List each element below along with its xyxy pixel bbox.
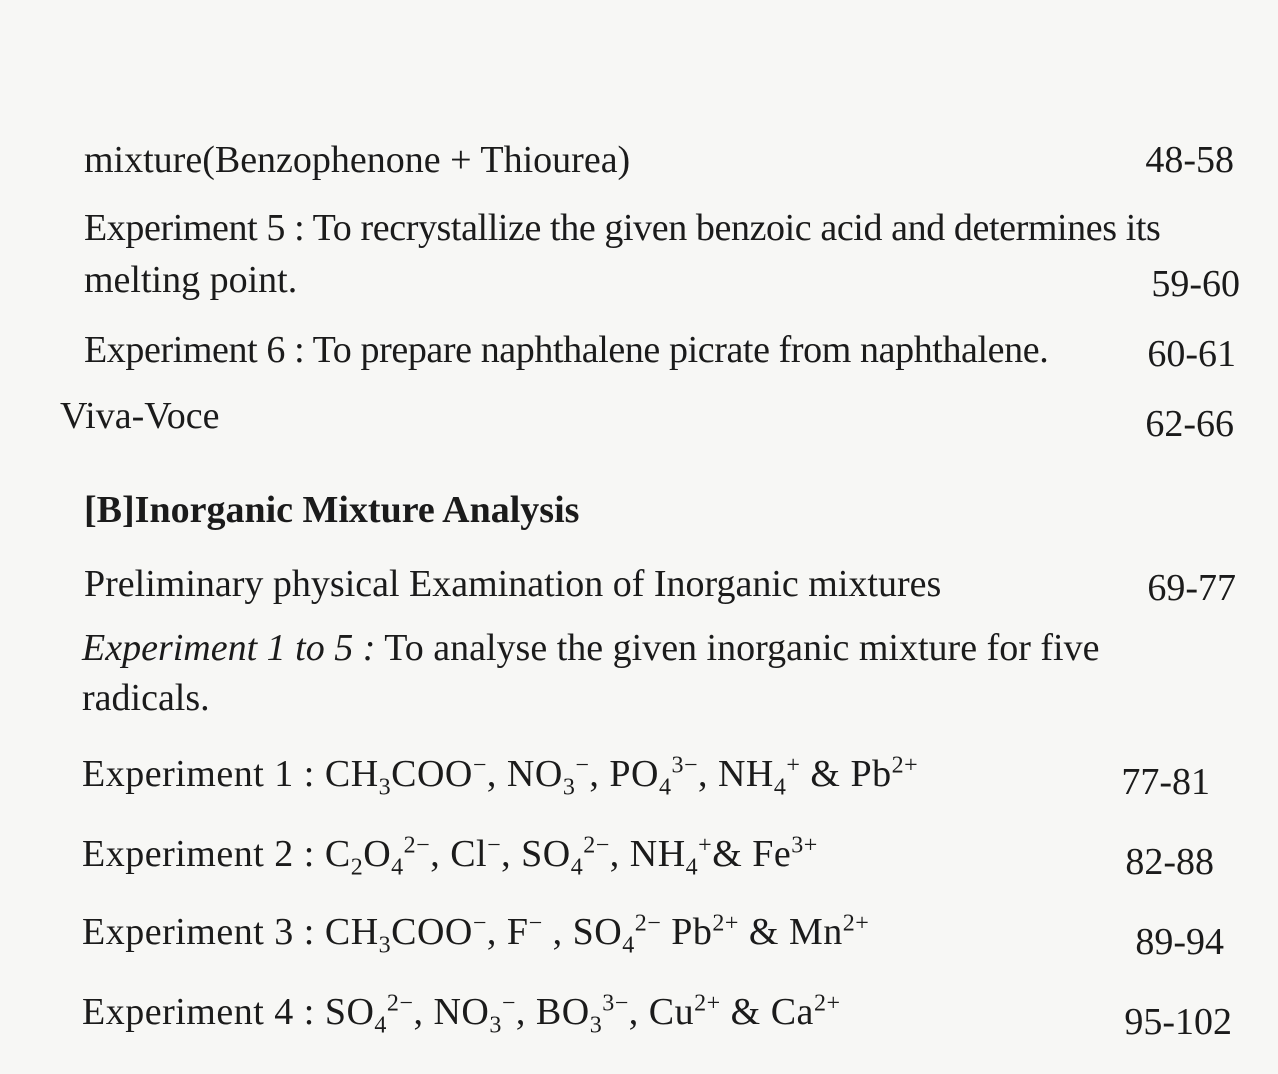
toc-entry-experiment-5 xyxy=(84,206,1240,250)
ion-charge: 2+ xyxy=(712,910,739,937)
toc-page-range: 77-81 xyxy=(1121,761,1210,803)
ion-text: O xyxy=(363,833,392,875)
ion-charge: − xyxy=(472,752,487,779)
ion-text: Pb xyxy=(661,911,713,953)
ion-charge: 2− xyxy=(634,910,662,937)
ion-text: & Fe xyxy=(712,833,792,875)
ion-text: , F xyxy=(486,911,529,953)
toc-page-range: 60-61 xyxy=(1147,333,1236,375)
toc-page-range: 69-77 xyxy=(1147,567,1236,609)
toc-entry-text: Experiment 6 : To prepare naphthalene picrate from naphthalene. xyxy=(84,329,1049,371)
ion-charge: 2− xyxy=(386,990,414,1017)
section-heading: [B]Inorganic Mixture Analysis xyxy=(84,489,580,531)
ion-text: , PO xyxy=(589,753,659,795)
toc-entry-label: Experiment 1 : xyxy=(82,753,315,795)
ion-text: , Cu xyxy=(628,991,695,1033)
toc-entry-text: To analyse the given inorganic mixture for five xyxy=(384,627,1100,669)
toc-entry-inorganic-experiment-4 xyxy=(82,990,841,1039)
toc-page-range: 62-66 xyxy=(1145,403,1234,445)
ion-charge: 2+ xyxy=(813,990,841,1017)
ion-text: , NO xyxy=(486,753,563,795)
ion-charge: + xyxy=(786,752,801,779)
toc-entry-label: Experiment 1 to 5 : xyxy=(82,627,376,669)
ion-charge: 3− xyxy=(602,990,629,1017)
toc-entry-label: Experiment 3 : xyxy=(82,911,315,953)
toc-entry-text: Experiment 5 : To recrystallize the given benzoic acid and determines its xyxy=(84,207,1161,249)
ion-text: , BO xyxy=(515,991,590,1033)
ion-text: & Mn xyxy=(738,911,843,953)
ion-subscript: 3 xyxy=(562,774,576,801)
ion-subscript: 4 xyxy=(622,932,635,959)
ion-charge: 2+ xyxy=(694,990,721,1017)
toc-entry-text: radicals. xyxy=(82,677,210,719)
ion-charge: 2+ xyxy=(842,910,870,937)
ion-text: , NH xyxy=(697,753,774,795)
ion-subscript: 3 xyxy=(378,932,392,959)
toc-entry-text: Preliminary physical Examination of Inorganic mixtures xyxy=(84,563,942,605)
ion-charge: 3+ xyxy=(791,832,818,859)
toc-entry-label: Experiment 4 : xyxy=(82,991,315,1033)
ion-text: CH xyxy=(324,753,379,795)
ion-subscript: 4 xyxy=(374,1012,387,1039)
ion-list xyxy=(324,832,818,881)
ion-subscript: 3 xyxy=(489,1012,502,1039)
ion-charge: + xyxy=(698,832,713,859)
toc-entry-mixture xyxy=(84,138,630,182)
ion-subscript: 4 xyxy=(685,854,699,881)
ion-charge: − xyxy=(501,990,516,1017)
toc-entry-experiment-range xyxy=(82,626,1240,670)
ion-charge: − xyxy=(528,910,543,937)
toc-page-range: 95-102 xyxy=(1124,1001,1232,1043)
ion-list xyxy=(324,910,870,959)
ion-list xyxy=(324,990,841,1039)
ion-subscript: 4 xyxy=(773,774,787,801)
ion-subscript: 2 xyxy=(350,854,364,881)
ion-text: COO xyxy=(391,911,473,953)
ion-list xyxy=(324,752,919,801)
toc-page-range: 82-88 xyxy=(1125,841,1214,883)
toc-entry-text: Viva-Voce xyxy=(60,395,220,437)
toc-entry-inorganic-experiment-2 xyxy=(82,832,818,881)
toc-entry-experiment-5-cont xyxy=(84,258,297,302)
toc-entry-experiment-range-cont xyxy=(82,676,210,720)
toc-entry-experiment-6 xyxy=(84,328,1048,372)
ion-text: & Pb xyxy=(800,753,892,795)
ion-text: , SO xyxy=(501,833,571,875)
toc-entry-inorganic-experiment-3 xyxy=(82,910,870,959)
ion-text: & Ca xyxy=(720,991,814,1033)
ion-subscript: 4 xyxy=(658,774,672,801)
ion-subscript: 4 xyxy=(570,854,584,881)
toc-entry-text: mixture(Benzophenone + Thiourea) xyxy=(84,139,631,181)
ion-text: COO xyxy=(391,753,473,795)
toc-entry-text: melting point. xyxy=(84,259,298,301)
ion-text: , SO xyxy=(542,911,623,953)
ion-charge: − xyxy=(472,910,487,937)
ion-subscript: 4 xyxy=(391,854,404,881)
toc-entry-preliminary xyxy=(84,562,941,606)
toc-page-range: 89-94 xyxy=(1135,921,1224,963)
toc-page-range: 48-58 xyxy=(1145,139,1234,181)
toc-entry-inorganic-experiment-1 xyxy=(82,752,919,801)
ion-charge: 2+ xyxy=(891,752,919,779)
ion-text: C xyxy=(324,833,351,875)
ion-text: , NO xyxy=(413,991,490,1033)
ion-charge: 2− xyxy=(583,832,610,859)
ion-subscript: 3 xyxy=(589,1012,603,1039)
ion-text: SO xyxy=(324,991,375,1033)
ion-subscript: 3 xyxy=(378,774,392,801)
ion-text: , NH xyxy=(609,833,686,875)
ion-charge: 3− xyxy=(671,752,698,779)
toc-entry-label: Experiment 2 : xyxy=(82,833,315,875)
ion-charge: 2− xyxy=(403,832,431,859)
ion-text: , Cl xyxy=(430,833,488,875)
ion-charge: − xyxy=(575,752,590,779)
ion-charge: − xyxy=(487,832,502,859)
toc-page-range: 59-60 xyxy=(1151,263,1240,305)
ion-text: CH xyxy=(324,911,379,953)
toc-entry-viva-voce xyxy=(60,394,220,438)
